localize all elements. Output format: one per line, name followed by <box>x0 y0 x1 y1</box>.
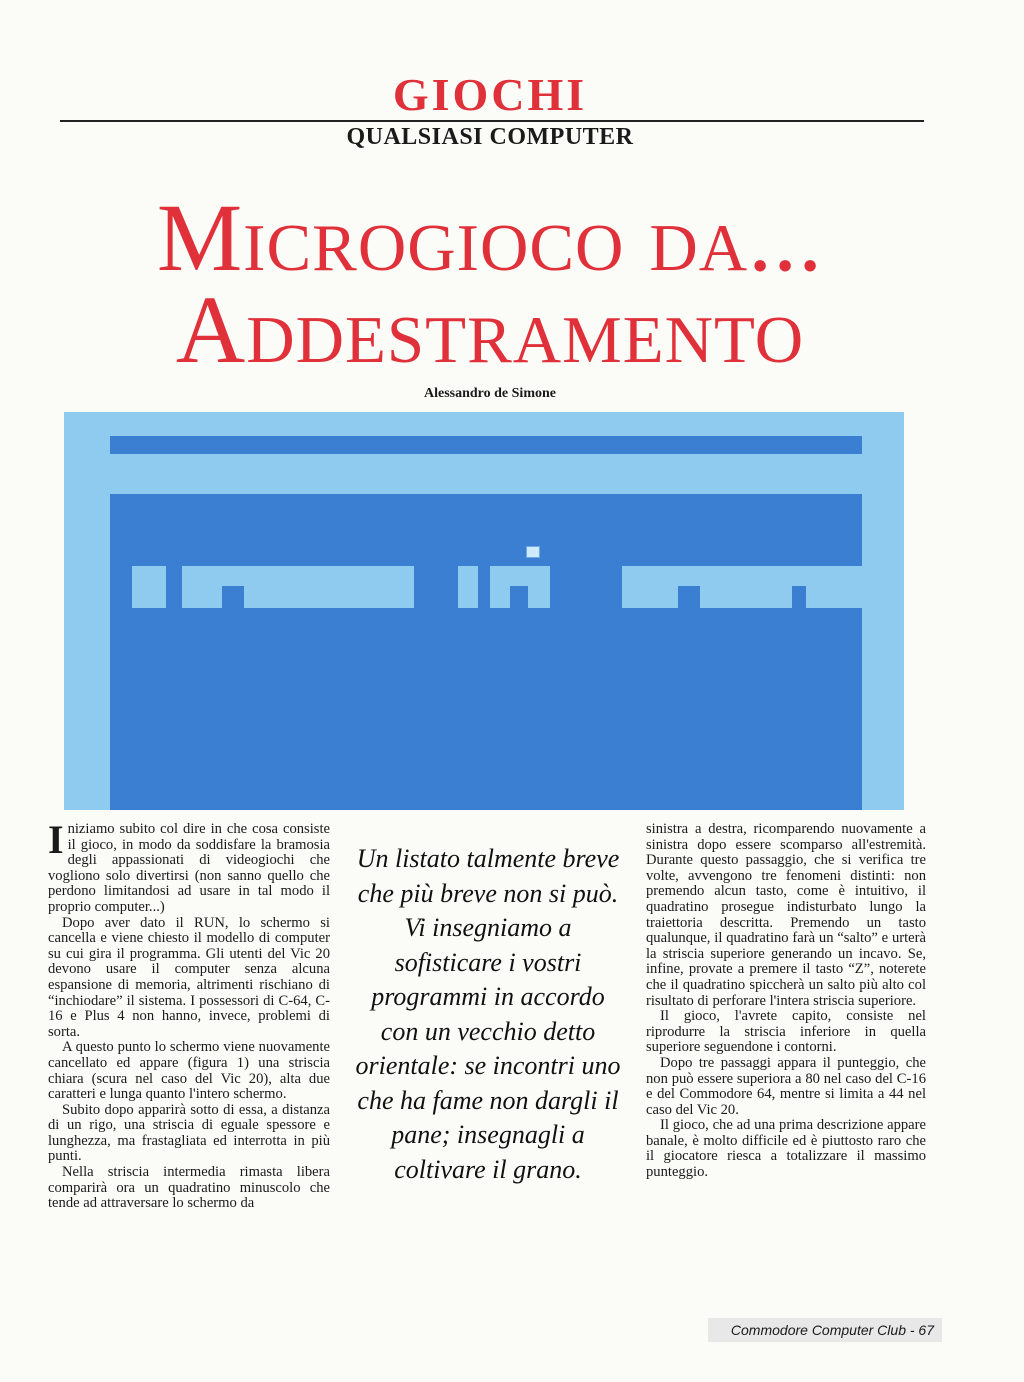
strip-notch <box>510 586 528 608</box>
paragraph: Dopo tre passaggi appara il punteggio, che non può essere superiora a 80 nel caso del C-16 e del Commodore 64, mentre si limita a 44 nel caso del Vic 20. <box>646 1054 926 1118</box>
strip-notch <box>792 586 806 608</box>
lower-strip-segment <box>132 566 166 608</box>
header-rule <box>60 120 924 122</box>
paragraph: Il gioco, che ad una prima descrizione appare banale, è molto difficile ed è piuttosto raro che il giocatore riesca a totalizzare il massimo punteggio. <box>646 1117 926 1181</box>
paragraph: Nella striscia intermedia rimasta libera comparirà ora un quadratino minuscolo che tende ad attraversare lo schermo da <box>48 1164 330 1212</box>
strip-notch <box>222 586 244 608</box>
paragraph-text: niziamo subito col dire in che cosa consiste il gioco, in modo da soddisfare la bramosia degli appassionati di videogiochi che vogliono solo divertirsi (non sanno quello che perdono limitandosi ad usare in tal modo il proprio computer...) <box>48 821 330 915</box>
page-footer: Commodore Computer Club - 67 <box>708 1318 942 1342</box>
pull-quote: Un listato talmente breve che più breve non si può. Vi insegniamo a sofisticare i vostri programmi in accordo con un vecchio detto orientale: se incontri uno che ha fame non dargli il pane; insegnagli a coltivare il grano. <box>355 844 621 1184</box>
paragraph: Il gioco, l'avrete capito, consiste nel riprodurre la striscia inferiore in quella superiore seguendone i contorni. <box>646 1008 926 1056</box>
drop-cap: I <box>48 817 64 862</box>
author-byline: Alessandro de Simone <box>424 386 556 401</box>
paragraph: sinistra a destra, ricomparendo nuovamente a sinistra dopo essere scomparso all'estremità. Durante questo passaggio, che si verifica tre volte, avvengono tre fenomeni distinti: non premendo alcun tasto, come è intuitivo, il quadratino prosegue indisturbato lungo la traiettoria descritta. Premendo un tasto qualunque, il quadratino farà un “salto” e urterà la striscia superiore generando un incavo. Se, infine, provate a premere il tasto “Z”, noterete che il quadratino spiccherà un salto più alto col risultato di perforare l'intera striscia superiore. <box>646 821 926 1009</box>
lower-strip-segment <box>182 566 414 608</box>
paragraph <box>48 817 330 916</box>
headline-line-1: Microgioco da... <box>156 184 824 291</box>
upper-strip <box>110 454 862 494</box>
game-screenshot <box>64 412 904 810</box>
article-column-1 <box>48 817 330 1212</box>
lower-strip-segment <box>622 566 862 608</box>
lower-strip-segment <box>458 566 478 608</box>
article-column-3 <box>646 822 926 1181</box>
player-square <box>526 546 540 558</box>
paragraph: Subito dopo apparirà sotto di essa, a distanza di un rigo, una striscia di eguale spessore e lunghezza, ma frastagliata ed interrotta in più punti. <box>48 1101 330 1165</box>
headline-line-2: Addestramento <box>175 276 805 383</box>
subsection-title: QUALSIASI COMPUTER <box>346 124 634 150</box>
strip-notch <box>678 586 700 608</box>
paragraph: Dopo aver dato il RUN, lo schermo si cancella e viene chiesto il modello di computer su cui gira il programma. Gli utenti del Vic 20 devono usare il computer senza alcuna espansione di memoria, altrimenti rischiano di “inchiodare” il sistema. I possessori di C-64, C-16 e Plus 4 non hanno, invece, problemi di sorta. <box>48 914 330 1040</box>
section-title: GIOCHI <box>392 69 588 120</box>
game-playfield <box>110 436 862 810</box>
paragraph: A questo punto lo schermo viene nuovamente cancellato ed appare (figura 1) una striscia chiara (scura nel caso del Vic 20), alta due caratteri e lunga quanto l'intero schermo. <box>48 1039 330 1103</box>
